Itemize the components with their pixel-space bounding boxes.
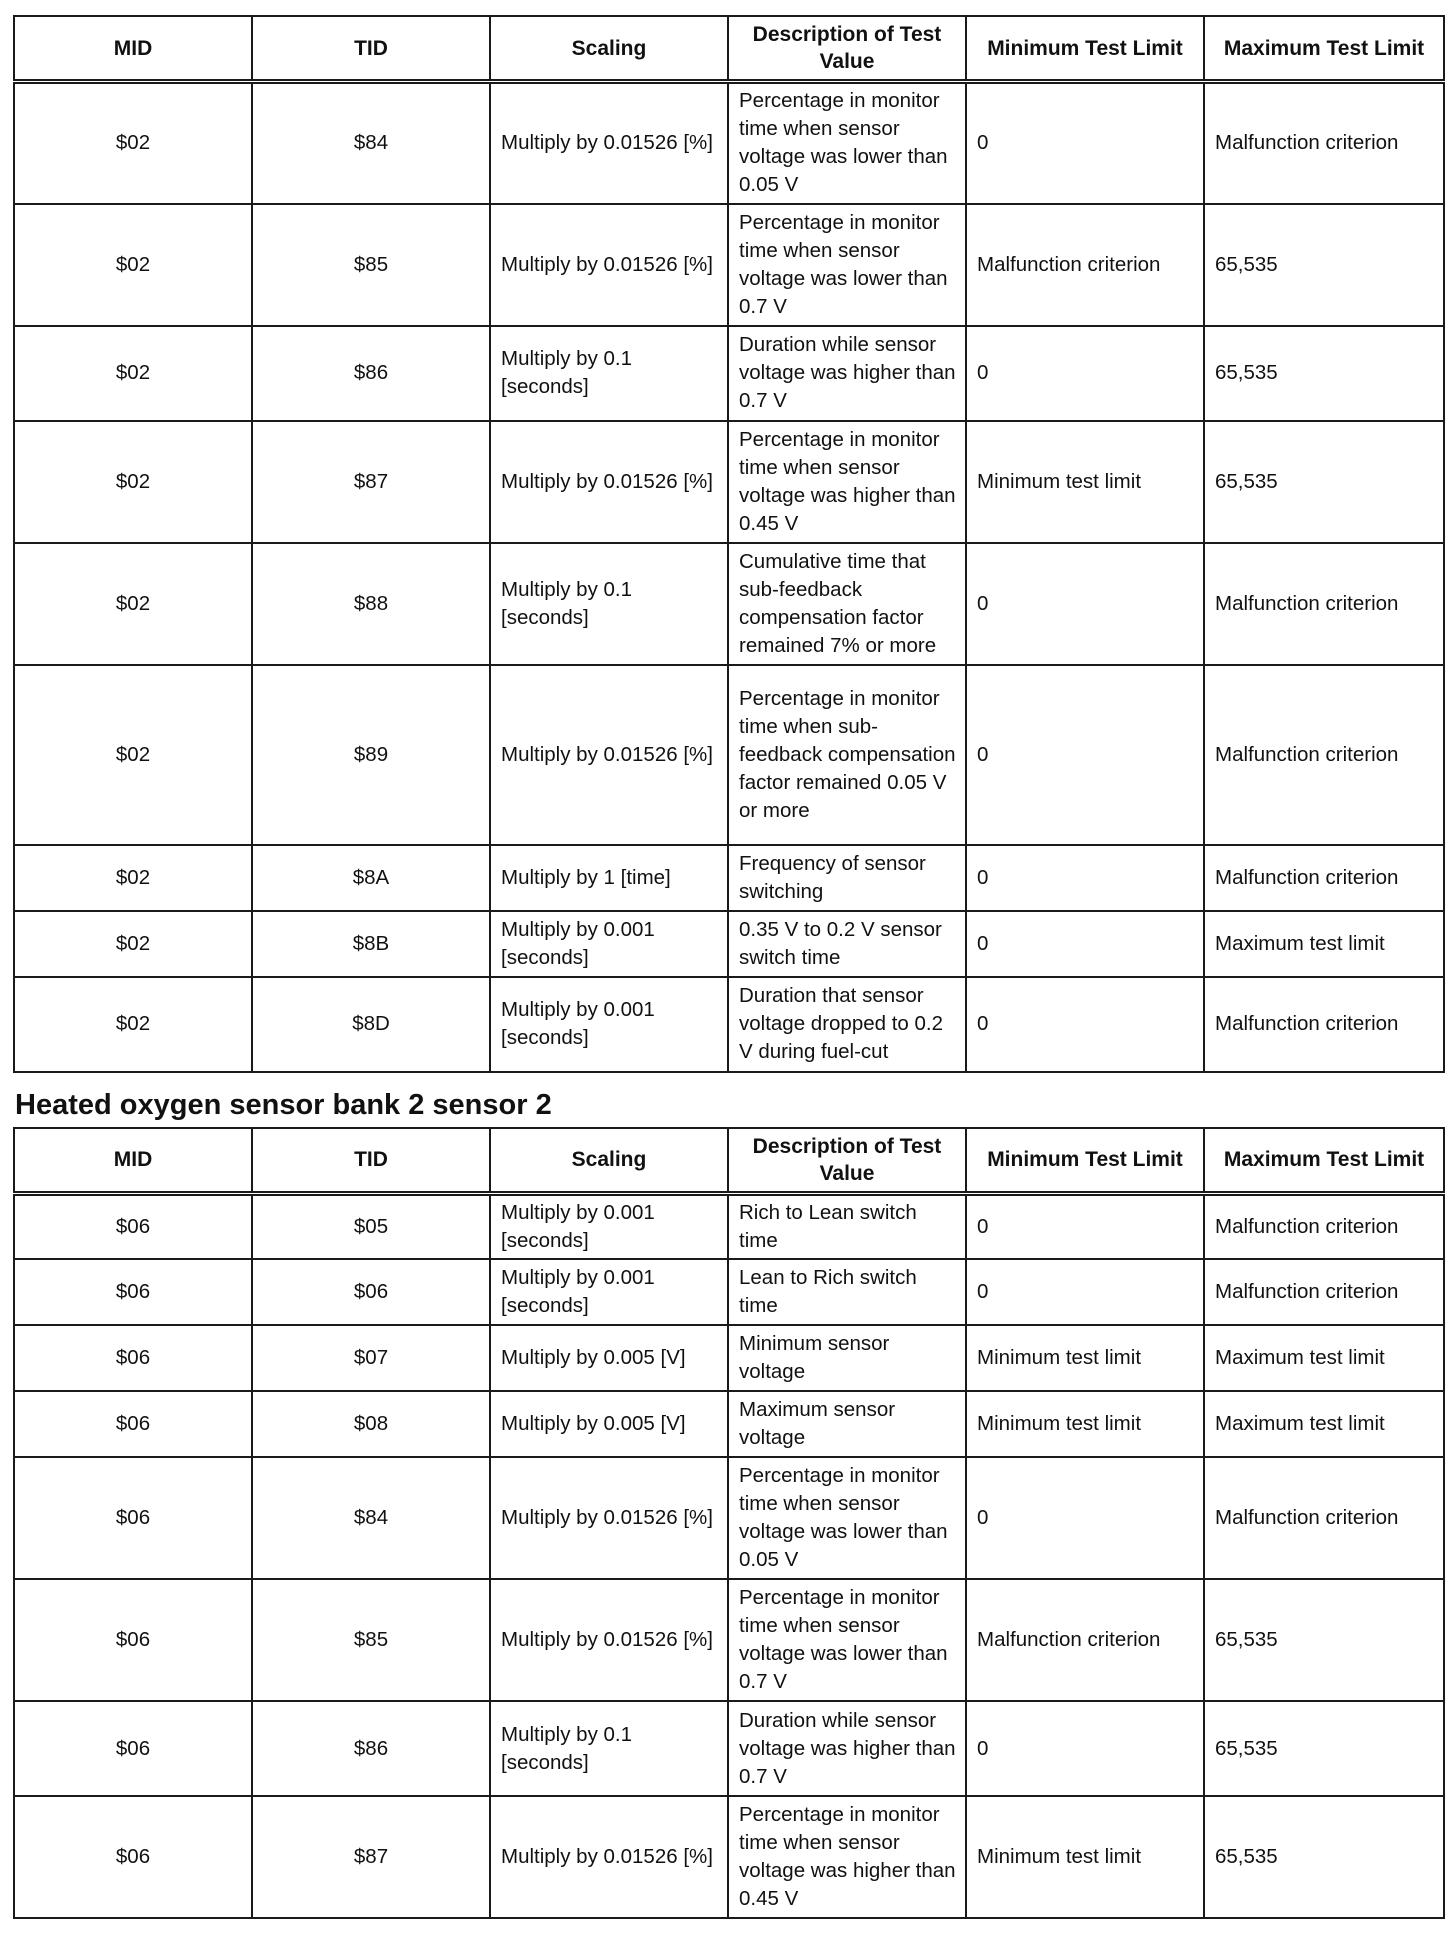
tid-cell: $08 — [252, 1391, 490, 1457]
table-row — [14, 1259, 1444, 1325]
scaling-cell: Multiply by 0.001 [seconds] — [490, 977, 728, 1072]
min-limit-cell: 0 — [966, 1259, 1204, 1325]
table-row — [14, 911, 1444, 977]
table-header — [14, 16, 1444, 82]
min-limit-cell: 0 — [966, 845, 1204, 911]
scaling-cell: Multiply by 0.1 [seconds] — [490, 543, 728, 665]
tid-cell: $05 — [252, 1193, 490, 1259]
max-limit-cell: Malfunction criterion — [1204, 543, 1444, 665]
min-limit-cell: Minimum test limit — [966, 1325, 1204, 1391]
table-row — [14, 665, 1444, 845]
description-cell: Lean to Rich switch time — [728, 1259, 966, 1325]
mid-cell: $06 — [14, 1325, 252, 1391]
mid-cell: $06 — [14, 1259, 252, 1325]
mid-cell: $06 — [14, 1457, 252, 1579]
tid-cell: $8D — [252, 977, 490, 1072]
max-limit-cell: Malfunction criterion — [1204, 977, 1444, 1072]
tid-cell: $85 — [252, 204, 490, 326]
mid-cell: $02 — [14, 665, 252, 845]
header-row — [14, 16, 1444, 82]
max-limit-cell: Malfunction criterion — [1204, 1259, 1444, 1325]
table-row — [14, 1701, 1444, 1796]
max-limit-cell: 65,535 — [1204, 204, 1444, 326]
table-row — [14, 82, 1444, 204]
table-row — [14, 1193, 1444, 1259]
max-limit-cell: 65,535 — [1204, 1796, 1444, 1918]
scaling-cell: Multiply by 0.001 [seconds] — [490, 911, 728, 977]
tid-cell: $86 — [252, 326, 490, 421]
description-cell: Maximum sensor voltage — [728, 1391, 966, 1457]
mid-cell: $06 — [14, 1193, 252, 1259]
max-limit-cell: 65,535 — [1204, 1701, 1444, 1796]
description-cell: Frequency of sensor switching — [728, 845, 966, 911]
description-cell: Percentage in monitor time when sensor voltage was lower than 0.7 V — [728, 204, 966, 326]
scaling-cell: Multiply by 0.01526 [%] — [490, 204, 728, 326]
min-limit-cell: 0 — [966, 1457, 1204, 1579]
description-cell: Rich to Lean switch time — [728, 1193, 966, 1259]
description-cell: Duration while sensor voltage was higher than 0.7 V — [728, 1701, 966, 1796]
tid-cell: $8A — [252, 845, 490, 911]
mid-cell: $06 — [14, 1796, 252, 1918]
tid-cell: $84 — [252, 82, 490, 204]
min-limit-cell: 0 — [966, 326, 1204, 421]
max-limit-cell: Maximum test limit — [1204, 1325, 1444, 1391]
scaling-cell: Multiply by 0.005 [V] — [490, 1391, 728, 1457]
max-limit-cell: 65,535 — [1204, 1579, 1444, 1701]
mid-cell: $02 — [14, 326, 252, 421]
max-limit-cell: 65,535 — [1204, 421, 1444, 543]
max-limit-cell: Maximum test limit — [1204, 1391, 1444, 1457]
table-header — [14, 1128, 1444, 1194]
table-row — [14, 1325, 1444, 1391]
min-limit-cell: 0 — [966, 911, 1204, 977]
max-limit-cell: Malfunction criterion — [1204, 1193, 1444, 1259]
min-limit-cell: Malfunction criterion — [966, 204, 1204, 326]
tid-cell: $87 — [252, 421, 490, 543]
scaling-cell: Multiply by 0.01526 [%] — [490, 421, 728, 543]
header-description: Description of Test Value — [728, 1128, 966, 1194]
description-cell: 0.35 V to 0.2 V sensor switch time — [728, 911, 966, 977]
table-row — [14, 204, 1444, 326]
test-value-table-1 — [13, 15, 1445, 1073]
description-cell: Percentage in monitor time when sensor voltage was higher than 0.45 V — [728, 421, 966, 543]
scaling-cell: Multiply by 0.005 [V] — [490, 1325, 728, 1391]
max-limit-cell: 65,535 — [1204, 326, 1444, 421]
mid-cell: $02 — [14, 82, 252, 204]
min-limit-cell: Minimum test limit — [966, 421, 1204, 543]
table-row — [14, 1579, 1444, 1701]
min-limit-cell: Malfunction criterion — [966, 1579, 1204, 1701]
table-row — [14, 1796, 1444, 1918]
tid-cell: $86 — [252, 1701, 490, 1796]
scaling-cell: Multiply by 0.001 [seconds] — [490, 1259, 728, 1325]
tid-cell: $88 — [252, 543, 490, 665]
scaling-cell: Multiply by 1 [time] — [490, 845, 728, 911]
tid-cell: $06 — [252, 1259, 490, 1325]
max-limit-cell: Malfunction criterion — [1204, 665, 1444, 845]
scaling-cell: Multiply by 0.01526 [%] — [490, 665, 728, 845]
header-max-limit: Maximum Test Limit — [1204, 16, 1444, 82]
scaling-cell: Multiply by 0.01526 [%] — [490, 1457, 728, 1579]
scaling-cell: Multiply by 0.1 [seconds] — [490, 326, 728, 421]
scaling-cell: Multiply by 0.1 [seconds] — [490, 1701, 728, 1796]
max-limit-cell: Malfunction criterion — [1204, 1457, 1444, 1579]
test-value-table-2 — [13, 1127, 1445, 1920]
header-description: Description of Test Value — [728, 16, 966, 82]
mid-cell: $06 — [14, 1391, 252, 1457]
table-row — [14, 977, 1444, 1072]
description-cell: Duration while sensor voltage was higher than 0.7 V — [728, 326, 966, 421]
tid-cell: $85 — [252, 1579, 490, 1701]
min-limit-cell: 0 — [966, 1193, 1204, 1259]
mid-cell: $02 — [14, 911, 252, 977]
header-tid: TID — [252, 16, 490, 82]
min-limit-cell: 0 — [966, 82, 1204, 204]
max-limit-cell: Maximum test limit — [1204, 911, 1444, 977]
header-scaling: Scaling — [490, 16, 728, 82]
tid-cell: $87 — [252, 1796, 490, 1918]
scaling-cell: Multiply by 0.001 [seconds] — [490, 1193, 728, 1259]
header-max-limit: Maximum Test Limit — [1204, 1128, 1444, 1194]
header-mid: MID — [14, 1128, 252, 1194]
header-mid: MID — [14, 16, 252, 82]
table-body — [14, 82, 1444, 1072]
header-row — [14, 1128, 1444, 1194]
max-limit-cell: Malfunction criterion — [1204, 845, 1444, 911]
description-cell: Percentage in monitor time when sensor voltage was lower than 0.05 V — [728, 1457, 966, 1579]
description-cell: Percentage in monitor time when sensor voltage was lower than 0.05 V — [728, 82, 966, 204]
description-cell: Minimum sensor voltage — [728, 1325, 966, 1391]
min-limit-cell: Minimum test limit — [966, 1796, 1204, 1918]
tid-cell: $84 — [252, 1457, 490, 1579]
header-tid: TID — [252, 1128, 490, 1194]
mid-cell: $02 — [14, 977, 252, 1072]
table-row — [14, 326, 1444, 421]
min-limit-cell: 0 — [966, 977, 1204, 1072]
scaling-cell: Multiply by 0.01526 [%] — [490, 82, 728, 204]
mid-cell: $06 — [14, 1701, 252, 1796]
table-row — [14, 845, 1444, 911]
description-cell: Percentage in monitor time when sensor voltage was lower than 0.7 V — [728, 1579, 966, 1701]
header-scaling: Scaling — [490, 1128, 728, 1194]
description-cell: Percentage in monitor time when sensor voltage was higher than 0.45 V — [728, 1796, 966, 1918]
document-page — [13, 15, 1443, 1919]
table-row — [14, 1457, 1444, 1579]
scaling-cell: Multiply by 0.01526 [%] — [490, 1796, 728, 1918]
description-cell: Duration that sensor voltage dropped to 0.2 V during fuel-cut — [728, 977, 966, 1072]
table-row — [14, 1391, 1444, 1457]
table-row — [14, 421, 1444, 543]
min-limit-cell: Minimum test limit — [966, 1391, 1204, 1457]
tid-cell: $89 — [252, 665, 490, 845]
min-limit-cell: 0 — [966, 1701, 1204, 1796]
description-cell: Cumulative time that sub-feedback compensation factor remained 7% or more — [728, 543, 966, 665]
table-body — [14, 1193, 1444, 1918]
min-limit-cell: 0 — [966, 665, 1204, 845]
section-title: Heated oxygen sensor bank 2 sensor 2 — [15, 1088, 552, 1121]
mid-cell: $02 — [14, 845, 252, 911]
header-min-limit: Minimum Test Limit — [966, 16, 1204, 82]
mid-cell: $02 — [14, 543, 252, 665]
description-cell: Percentage in monitor time when sub-feedback compensation factor remained 0.05 V or more — [728, 665, 966, 845]
min-limit-cell: 0 — [966, 543, 1204, 665]
table-row — [14, 543, 1444, 665]
mid-cell: $02 — [14, 421, 252, 543]
max-limit-cell: Malfunction criterion — [1204, 82, 1444, 204]
scaling-cell: Multiply by 0.01526 [%] — [490, 1579, 728, 1701]
tid-cell: $07 — [252, 1325, 490, 1391]
tid-cell: $8B — [252, 911, 490, 977]
mid-cell: $02 — [14, 204, 252, 326]
header-min-limit: Minimum Test Limit — [966, 1128, 1204, 1194]
mid-cell: $06 — [14, 1579, 252, 1701]
